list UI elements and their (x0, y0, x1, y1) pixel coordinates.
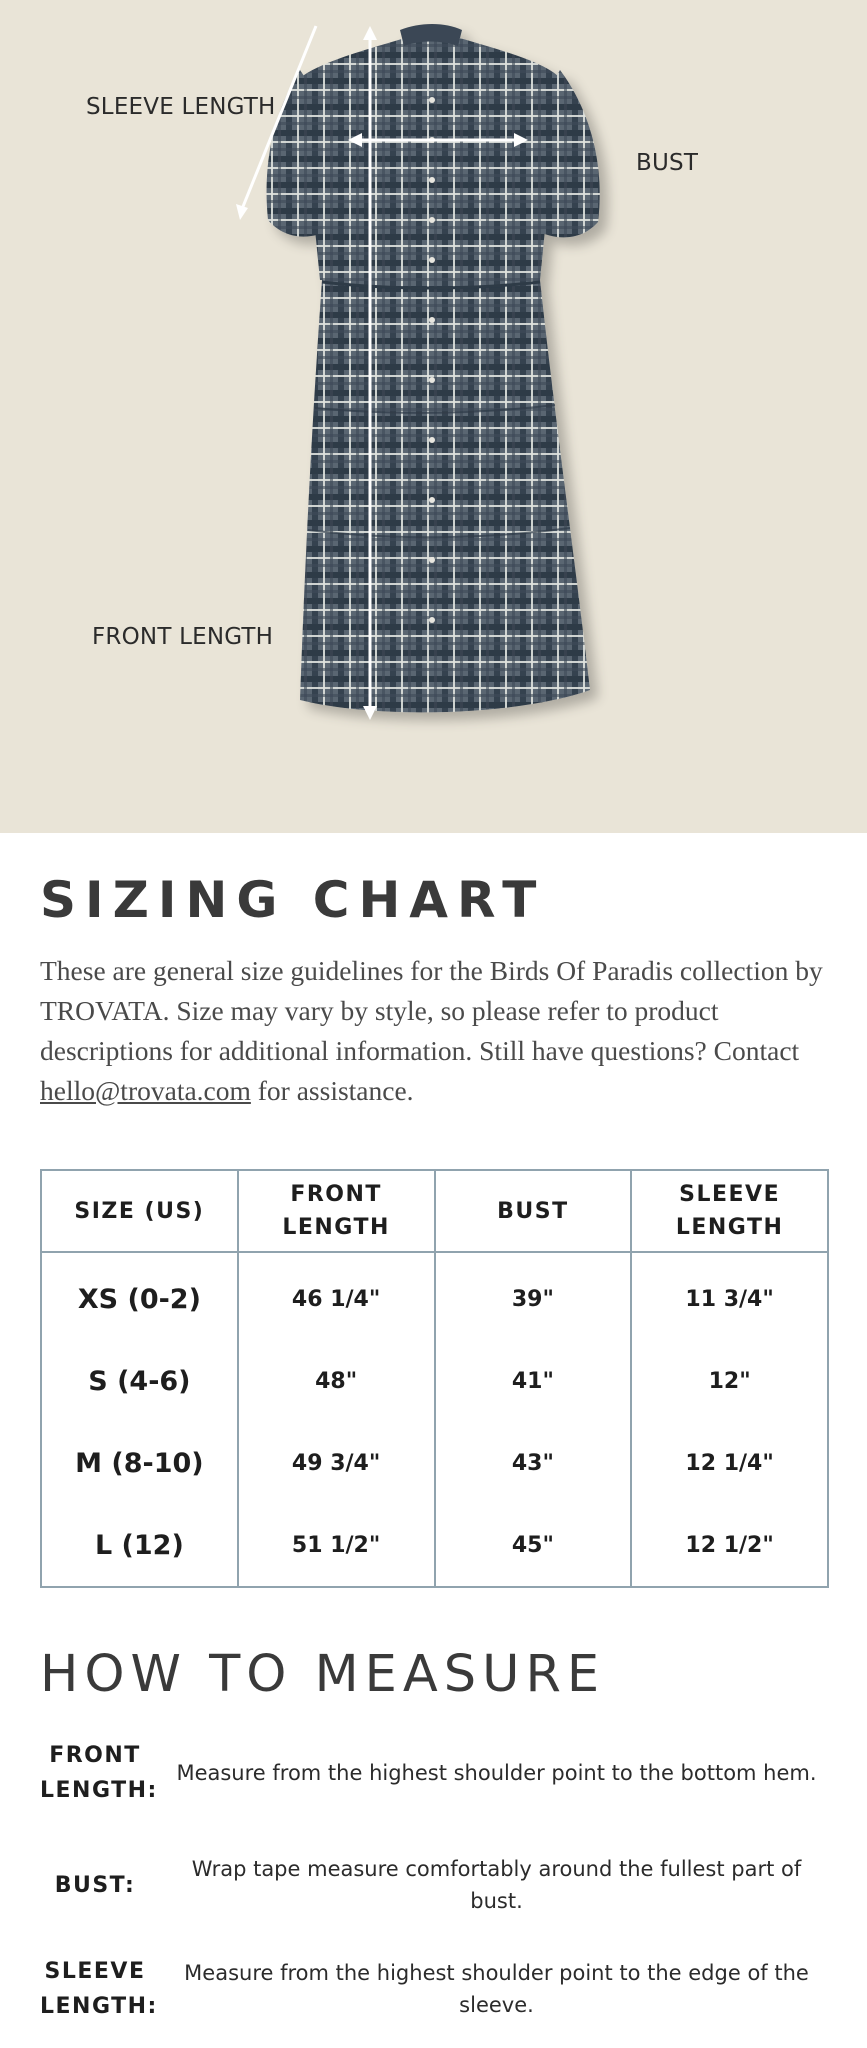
front-length-cell: 49 3/4" (238, 1422, 435, 1504)
header-bust: BUST (435, 1170, 632, 1252)
table-row (41, 1340, 828, 1422)
header-front-line2: LENGTH (282, 1215, 390, 1240)
size-cell: XS (0-2) (41, 1252, 238, 1340)
table-row (41, 1252, 828, 1340)
front-length-cell: 48" (238, 1340, 435, 1422)
intro-text: These are general size guidelines for the Birds Of Paradis collection by TROVATA. Size may vary by style, so please refer to product descriptions for additional information. Still have questions? Contact (40, 955, 823, 1066)
front-length-label: FRONT LENGTH (92, 624, 274, 650)
header-sleeve-line2: LENGTH (675, 1215, 784, 1240)
header-sleeve-line1: SLEEVE (679, 1182, 781, 1207)
bust-cell: 39" (435, 1252, 632, 1340)
measure-term (40, 1954, 158, 2024)
table-header-row (41, 1170, 828, 1252)
measure-item-bust (40, 1840, 827, 1930)
contact-email-link[interactable]: hello@trovata.com (40, 1075, 251, 1106)
sizing-chart-title: SIZING CHART (40, 871, 546, 929)
measure-description: Measure from the highest shoulder point to the bottom hem. (176, 1761, 817, 1785)
front-length-cell: 51 1/2" (238, 1504, 435, 1587)
term-line1: SLEEVE (44, 1959, 146, 1984)
bust-cell: 45" (435, 1504, 632, 1587)
bust-cell: 43" (435, 1422, 632, 1504)
measure-term: BUST: (54, 1872, 136, 1898)
measure-term (40, 1738, 158, 1808)
term-line2: LENGTH: (40, 1994, 158, 2019)
measure-item-front-length (40, 1736, 827, 1810)
term-line1: FRONT (49, 1743, 141, 1768)
header-sleeve-length (631, 1170, 828, 1252)
table-row (41, 1504, 828, 1587)
header-size: SIZE (US) (41, 1170, 238, 1252)
size-cell: M (8-10) (41, 1422, 238, 1504)
sleeve-length-cell: 12 1/2" (631, 1504, 828, 1587)
header-front-length (238, 1170, 435, 1252)
how-to-measure-title: HOW TO MEASURE (40, 1645, 606, 1704)
sizing-intro (40, 951, 827, 1111)
header-front-line1: FRONT (290, 1182, 382, 1207)
measure-description: Measure from the highest shoulder point to the edge of the sleeve. (184, 1961, 809, 2017)
product-hero (0, 0, 867, 833)
intro-suffix: for assistance. (250, 1075, 414, 1106)
front-length-cell: 46 1/4" (238, 1252, 435, 1340)
sleeve-length-cell: 11 3/4" (631, 1252, 828, 1340)
measure-description: Wrap tape measure comfortably around the fullest part of bust. (191, 1857, 802, 1913)
bust-label: BUST (636, 150, 699, 176)
bust-cell: 41" (435, 1340, 632, 1422)
table-row (41, 1422, 828, 1504)
sizing-content (0, 865, 867, 2030)
size-cell: S (4-6) (41, 1340, 238, 1422)
sleeve-length-label: SLEEVE LENGTH (86, 94, 276, 120)
sleeve-length-cell: 12 1/4" (631, 1422, 828, 1504)
size-table (40, 1169, 829, 1588)
measure-item-sleeve-length (40, 1948, 827, 2030)
term-line2: LENGTH: (40, 1778, 158, 1803)
size-cell: L (12) (41, 1504, 238, 1587)
dress-illustration (0, 0, 867, 833)
sleeve-length-cell: 12" (631, 1340, 828, 1422)
